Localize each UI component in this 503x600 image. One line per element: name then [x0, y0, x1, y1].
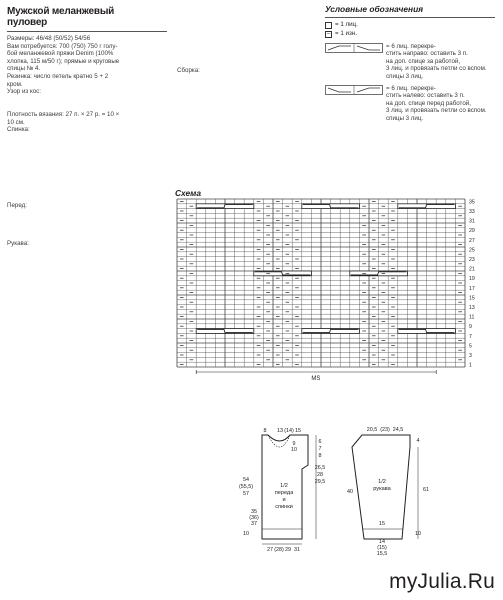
purl-symbol-icon: – [326, 31, 331, 38]
text-line [7, 157, 167, 165]
text-line: стить налево: оставить 3 п. [386, 92, 465, 100]
chart-row-label: 21 [469, 266, 475, 273]
text-line [7, 248, 167, 256]
text-line: спицы 3 лиц. [386, 114, 424, 122]
chart-row-label: 5 [469, 343, 472, 350]
knit-symbol-icon [325, 22, 332, 29]
front-height-dim: 57 [243, 491, 249, 497]
chart-row-label: 3 [469, 353, 472, 359]
cable-left-description [386, 85, 487, 123]
text-line [177, 97, 317, 105]
text-line [177, 21, 317, 29]
text-line [177, 74, 317, 82]
text-line [7, 172, 167, 180]
article-text-col1 [7, 35, 167, 255]
front-back-label: и [282, 497, 286, 503]
chart-row-label: 1 [469, 362, 472, 369]
text-line: Перед: [7, 202, 27, 210]
text-line [7, 225, 167, 233]
text-line [7, 187, 167, 195]
text-line [177, 82, 317, 90]
text-line [177, 6, 317, 14]
front-back-label: 1/2 [280, 483, 288, 489]
text-line: 3 лиц. и провязать петли со вспом. [386, 65, 487, 73]
front-width-dim: 31 [294, 547, 300, 553]
text-line: Размеры: 46/48 (50/52) 54/56 [7, 35, 91, 42]
chart-row-label: 29 [469, 228, 475, 235]
sleeve-cuff-dim: 15,5 [376, 551, 388, 557]
legend-item-purl [325, 30, 495, 39]
sleeve-width-dim: 20,5 [366, 427, 378, 433]
text-line: = 6 лиц. перекре- [386, 42, 436, 50]
text-line [7, 141, 167, 149]
chart-row-label: 31 [469, 218, 475, 225]
sleeve-length-dim: 61 [423, 487, 429, 493]
text-line [7, 179, 167, 187]
chart-row-label: 33 [469, 209, 475, 215]
text-line [177, 36, 317, 44]
text-line: Сборка: [177, 66, 200, 74]
front-width-dim: (28) [274, 547, 284, 553]
sleeve-label: рукава [373, 486, 391, 492]
text-line: Резинка: число петель кратно 5 + 2 [7, 72, 109, 80]
text-line: на доп. спице перед работой, [386, 99, 471, 107]
front-neck-depth-dim: 9 [292, 441, 296, 447]
armhole-dim: 29,5 [314, 479, 326, 485]
front-neck-width-dim: (14) [284, 428, 294, 434]
chart-row-label: 11 [469, 314, 475, 321]
front-lower-dim: 37 [251, 521, 257, 527]
title-divider [7, 31, 167, 32]
text-line [177, 14, 317, 22]
cable-left-symbol-icon [325, 85, 383, 95]
text-line: 10 см. [7, 118, 25, 126]
sleeve-width-dim: 24,5 [392, 427, 404, 433]
text-line [177, 59, 317, 67]
text-line [7, 164, 167, 172]
legend-item-label: = 1 изн. [335, 30, 357, 38]
front-back-label: переда [274, 490, 294, 496]
text-line: хлопка, 115 м/50 г); прямые и круговые [7, 57, 120, 65]
text-line [7, 103, 167, 111]
sleeve-cap-dim: 4 [416, 438, 420, 444]
article-text-col2 [177, 6, 317, 105]
sleeve-label: 1/2 [378, 479, 386, 485]
legend-divider [325, 17, 495, 18]
sleeve-cuff-dim: (15) [377, 545, 387, 551]
site-logo: myJulia.Ru [389, 570, 495, 593]
legend-item-cable-right [325, 43, 495, 81]
text-line: спицы 3 лиц. [386, 72, 424, 80]
text-line [7, 149, 167, 157]
article-column-2 [177, 6, 317, 105]
garment-pattern-diagram [232, 425, 482, 557]
side-depth-dim: 7 [318, 446, 322, 452]
armhole-dim: 26,5 [314, 465, 326, 471]
text-line [177, 52, 317, 60]
text-line [177, 29, 317, 37]
front-neck-depth-dim: 10 [291, 447, 297, 453]
front-width-dim: 29 [285, 547, 291, 553]
chart-row-label: 13 [469, 305, 475, 311]
text-line [7, 194, 167, 202]
text-line: спицы № 4. [7, 65, 41, 73]
text-line [7, 210, 167, 218]
armhole-dim: 28 [317, 472, 323, 478]
text-line: Плотность вязания: 27 п. × 27 р. = 10 × [7, 110, 120, 118]
text-line: = 6 лиц. перекре- [386, 84, 436, 92]
legend-item-label: = 1 лиц. [335, 21, 358, 29]
text-line: Узор из кос: [7, 88, 41, 96]
knitting-chart [175, 196, 497, 386]
front-height-dim: (55,5) [238, 484, 254, 490]
front-back-label: спинки [275, 504, 293, 510]
front-neck-width-dim: 15 [295, 428, 301, 434]
chart-row-label: 19 [469, 276, 475, 283]
legend [325, 6, 495, 123]
front-height-dim: 54 [243, 477, 249, 483]
chart-row-label: 17 [469, 285, 475, 292]
chart-row-label: 9 [469, 324, 472, 331]
sleeve-width-dim: (23) [380, 427, 390, 433]
text-line [7, 232, 167, 240]
text-line: Спинка: [7, 126, 30, 134]
scheme-title: Схема [175, 188, 202, 198]
front-width-dim: 27 [267, 547, 273, 553]
sleeve-lower-width-dim: 15 [379, 521, 385, 527]
text-line: Рукава: [7, 240, 29, 248]
chart-row-label: 25 [469, 247, 475, 254]
text-line: кром. [7, 80, 23, 88]
text-line: стить направо: оставить 3 п. [386, 50, 468, 58]
sleeve-hem-dim: 10 [415, 531, 421, 537]
front-hem-dim: 10 [243, 531, 249, 537]
legend-title: Условные обозначения [325, 4, 424, 14]
text-line: на доп. спице за работой, [386, 57, 461, 65]
text-line [7, 134, 167, 142]
sleeve-side-dim: 40 [347, 489, 353, 495]
chart-row-label: 7 [469, 333, 472, 340]
chart-repeat-label: MS [311, 376, 321, 382]
text-line [177, 44, 317, 52]
cable-right-symbol-icon [325, 43, 383, 53]
article-title-line-1: Мужской меланжевый [7, 6, 115, 17]
side-depth-dim: 8 [318, 453, 322, 459]
text-line [7, 217, 167, 225]
article-column-1 [7, 6, 167, 255]
article-title-line-2: пуловер [7, 17, 48, 28]
sleeve-cuff-dim: 14 [379, 539, 385, 545]
front-shoulder-dim: 8 [263, 428, 267, 434]
text-line: бой меланжевой пряжи Denim (100% [7, 50, 114, 58]
legend-item-knit [325, 21, 495, 30]
text-line [177, 90, 317, 98]
chart-row-label: 15 [469, 295, 475, 302]
chart-row-label: 35 [469, 199, 475, 206]
legend-item-cable-left [325, 85, 495, 123]
text-line: Вам потребуется: 700 (750) 750 г голу- [7, 42, 118, 50]
chart-row-label: 27 [469, 237, 475, 244]
chart-row-label: 23 [469, 257, 475, 263]
text-line: 3 лиц. и провязать петли со вспом. [386, 107, 487, 115]
front-neck-width-dim: 13 [277, 428, 283, 434]
cable-right-description [386, 43, 487, 81]
side-depth-dim: 6 [318, 439, 322, 445]
front-lower-dim: (36) [249, 515, 259, 521]
front-lower-dim: 35 [251, 509, 257, 515]
text-line [7, 96, 167, 104]
